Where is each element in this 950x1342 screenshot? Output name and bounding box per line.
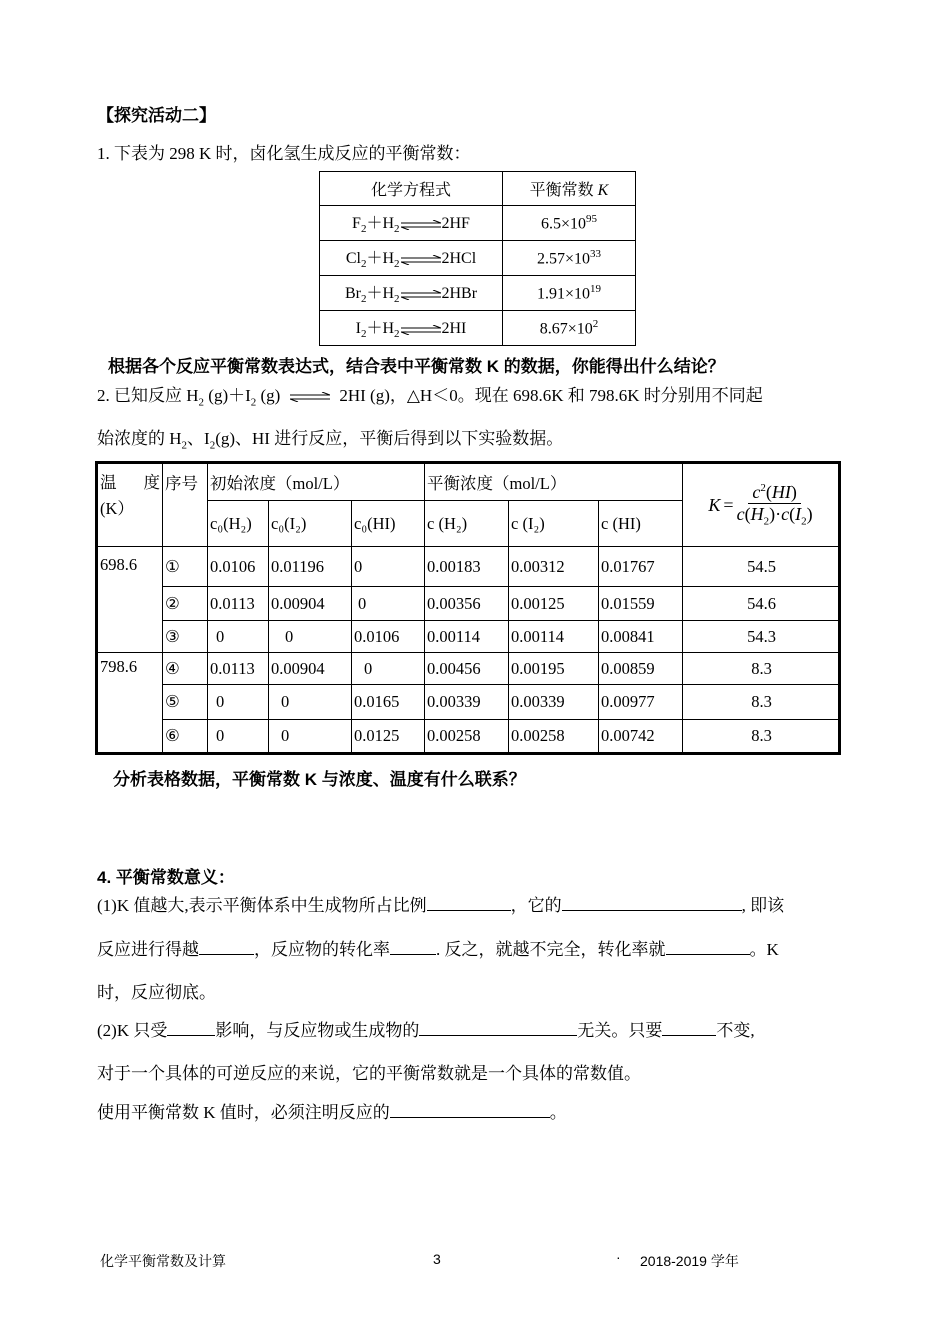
table-row	[97, 621, 840, 653]
q2-line2: 始浓度的 $H_2$、$I_2(g)$、HI 进行反应，平衡后得到以下实验数据。	[97, 429, 564, 452]
equilibrium-arrow-icon	[401, 220, 441, 230]
s4-line4: (2)K 只受 影响，与反应物或生成物的 无关。只要 不变,	[97, 1021, 755, 1040]
halide-equilibrium-table	[319, 171, 636, 346]
value-cell: 0.00312	[509, 547, 599, 587]
init-conc-header: 初始浓度（mol/L）	[208, 463, 425, 501]
value-cell: 0.00114	[425, 621, 509, 653]
col-header-equation: 化学方程式	[320, 172, 503, 206]
value-cell: 0.01559	[599, 587, 683, 621]
answer-blank[interactable]	[662, 1019, 716, 1036]
k-cell: 8.3	[683, 653, 840, 685]
table-row	[320, 311, 636, 346]
section4-title: 4. 平衡常数意义：	[97, 868, 235, 887]
equilibrium-arrow-icon	[401, 290, 441, 300]
answer-blank[interactable]	[666, 938, 750, 955]
s4-line6: 使用平衡常数 K 值时，必须注明反应的 。	[97, 1103, 567, 1122]
value-cell: 0.00258	[425, 720, 509, 754]
k-cell: 8.3	[683, 720, 840, 754]
equation-cell: $Br_2+H_2$ 2HBr	[320, 276, 503, 311]
subheader-c0-hi: c₀(HI)	[352, 501, 425, 547]
value-cell: 0.00859	[599, 653, 683, 685]
table-row	[97, 547, 840, 587]
value-cell: 0	[208, 720, 269, 754]
seq-header: 序号	[163, 463, 208, 547]
footer-title: 化学平衡常数及计算	[100, 1253, 226, 1269]
experiment-data-table	[95, 461, 841, 755]
answer-blank[interactable]	[419, 1019, 577, 1036]
col-header-k: 平衡常数 K	[503, 172, 636, 206]
temp-cell: 698.6	[97, 547, 163, 653]
temp-header: 温 度 (K）	[97, 463, 163, 547]
answer-blank[interactable]	[390, 938, 436, 955]
eq-conc-header: 平衡浓度（mol/L）	[425, 463, 683, 501]
table-row	[320, 206, 636, 241]
q1-intro: 1. 下表为 298 K 时，卤化氢生成反应的平衡常数：	[97, 144, 471, 163]
answer-blank[interactable]	[199, 938, 254, 955]
footer-year: 2018-2019 学年	[640, 1253, 739, 1269]
s4-line1: (1)K 值越大,表示平衡体系中生成物所占比例 ，它的 , 即该	[97, 896, 785, 915]
value-cell: 0.0113	[208, 653, 269, 685]
value-cell: 0.00904	[269, 587, 352, 621]
equation-cell: $Cl_2+H_2$ 2HCl	[320, 241, 503, 276]
value-cell: 0.0106	[352, 621, 425, 653]
s4-line3: 时，反应彻底。	[97, 983, 216, 1002]
value-cell: 0.01767	[599, 547, 683, 587]
q1-question: 根据各个反应平衡常数表达式，结合表中平衡常数 K 的数据，你能得出什么结论？	[108, 357, 725, 376]
subheader-c-i2: c (I₂)	[509, 501, 599, 547]
section-heading: 【探究活动二】	[97, 106, 216, 125]
value-cell: 0.00195	[509, 653, 599, 685]
value-cell: 0.00258	[509, 720, 599, 754]
seq-cell: ⑤	[163, 685, 208, 720]
value-cell: 0	[269, 685, 352, 720]
k-cell: 8.3	[683, 685, 840, 720]
value-cell: 0	[208, 621, 269, 653]
seq-cell: ④	[163, 653, 208, 685]
k-cell: 54.6	[683, 587, 840, 621]
value-cell: 0.00977	[599, 685, 683, 720]
value-cell: 0	[352, 587, 425, 621]
table-row	[97, 653, 840, 685]
seq-cell: ③	[163, 621, 208, 653]
value-cell: 0.01196	[269, 547, 352, 587]
subheader-c0-h2: c₀(H₂)	[208, 501, 269, 547]
s4-line5: 对于一个具体的可逆反应的来说，它的平衡常数就是一个具体的常数值。	[97, 1064, 641, 1083]
k-value-cell: $1.91\times 10^{19}$	[503, 276, 636, 311]
value-cell: 0.00456	[425, 653, 509, 685]
temp-cell: 798.6	[97, 653, 163, 754]
q2-line1: 2. 已知反应 $H_2$ $(g)+I_2$ (g) 2HI (g)，△H＜0。现在 698.6K 和 798.6K 时分别用不同起	[97, 386, 763, 409]
answer-blank[interactable]	[390, 1101, 550, 1118]
k-value-cell: $2.57\times 10^{33}$	[503, 241, 636, 276]
k-value-cell: $6.5\times 10^{95}$	[503, 206, 636, 241]
s4-line2: 反应进行得越 ，反应物的转化率 . 反之，就越不完全，转化率就 。K	[97, 940, 779, 959]
equilibrium-arrow-icon	[401, 255, 441, 265]
subheader-c-hi: c (HI)	[599, 501, 683, 547]
value-cell: 0.00339	[425, 685, 509, 720]
value-cell: 0	[352, 653, 425, 685]
answer-blank[interactable]	[427, 894, 511, 911]
value-cell: 0	[269, 621, 352, 653]
page-number: 3	[433, 1251, 441, 1267]
value-cell: 0.00114	[509, 621, 599, 653]
footer-dot: ·	[616, 1249, 621, 1265]
k-value-cell: $8.67\times 10^2$	[503, 311, 636, 346]
table-row	[97, 685, 840, 720]
k-cell: 54.5	[683, 547, 840, 587]
value-cell: 0.0106	[208, 547, 269, 587]
value-cell: 0	[269, 720, 352, 754]
subheader-c-h2: c (H₂)	[425, 501, 509, 547]
equilibrium-arrow-icon	[401, 325, 441, 335]
value-cell: 0	[352, 547, 425, 587]
seq-cell: ①	[163, 547, 208, 587]
table-row	[320, 276, 636, 311]
table-row	[97, 720, 840, 754]
value-cell: 0.00841	[599, 621, 683, 653]
value-cell: 0	[208, 685, 269, 720]
answer-blank[interactable]	[562, 894, 742, 911]
value-cell: 0.00183	[425, 547, 509, 587]
subheader-c0-i2: c₀(I₂)	[269, 501, 352, 547]
value-cell: 0.0125	[352, 720, 425, 754]
q2-question: 分析表格数据，平衡常数 K 与浓度、温度有什么联系？	[113, 770, 526, 789]
k-formula-header: K = $\frac{c^2(HI)}{c(H_2)\cdot c(I_2)}$	[683, 463, 840, 547]
k-cell: 54.3	[683, 621, 840, 653]
seq-cell: ②	[163, 587, 208, 621]
table-row	[97, 587, 840, 621]
value-cell: 0.00356	[425, 587, 509, 621]
value-cell: 0.00742	[599, 720, 683, 754]
value-cell: 0.00125	[509, 587, 599, 621]
value-cell: 0.0113	[208, 587, 269, 621]
table-row	[320, 241, 636, 276]
seq-cell: ⑥	[163, 720, 208, 754]
equation-cell: $F_2+H_2$ 2HF	[320, 206, 503, 241]
answer-blank[interactable]	[167, 1019, 215, 1036]
equation-cell: $I_2+H_2$ 2HI	[320, 311, 503, 346]
value-cell: 0.00339	[509, 685, 599, 720]
equilibrium-arrow-icon	[290, 392, 330, 402]
value-cell: 0.00904	[269, 653, 352, 685]
value-cell: 0.0165	[352, 685, 425, 720]
